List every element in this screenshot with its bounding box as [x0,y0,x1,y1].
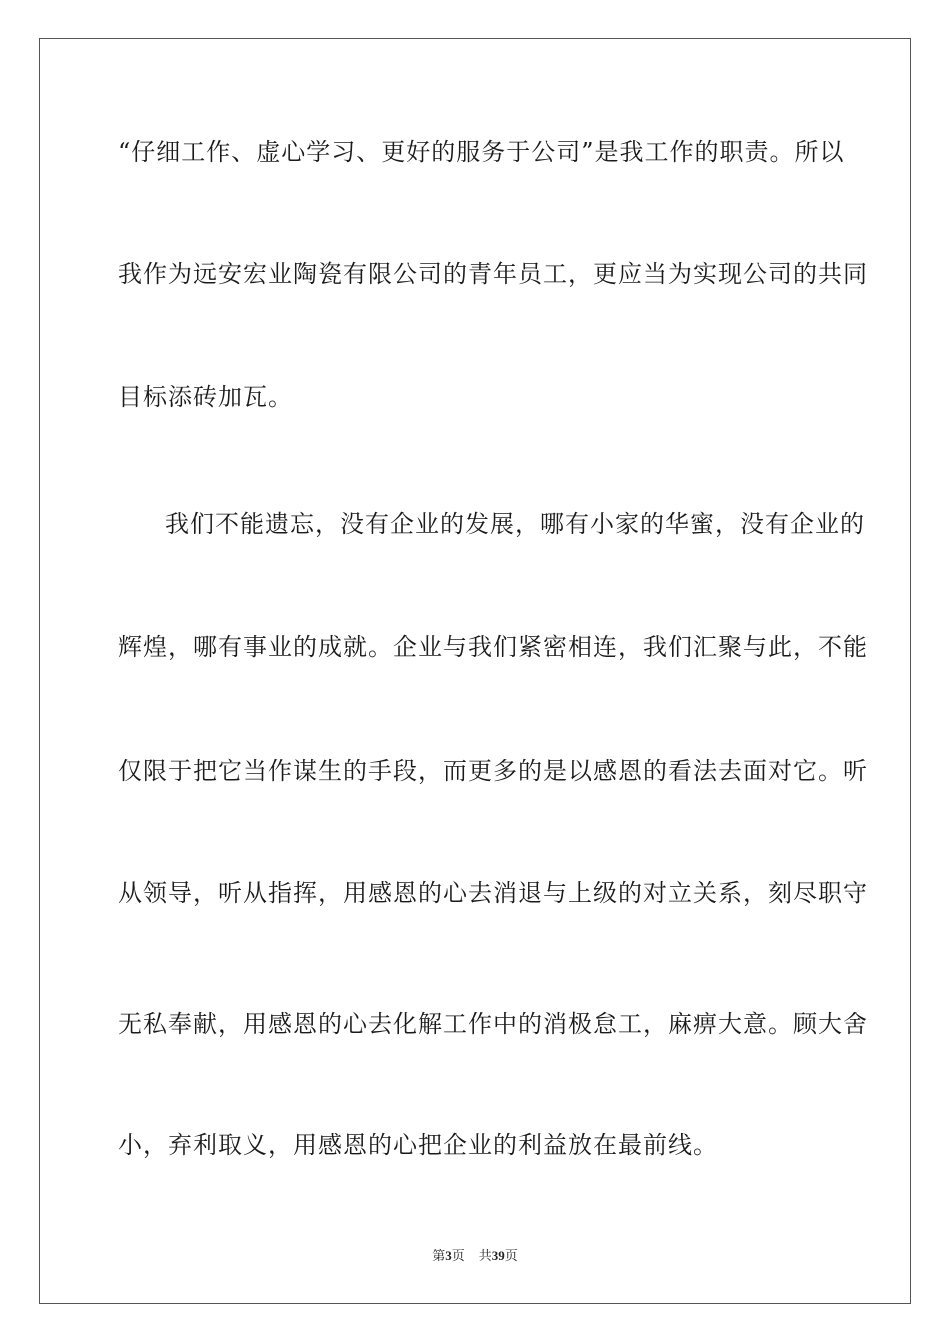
footer-page-suffix: 页 [451,1249,465,1264]
footer-total-prefix: 共 [478,1249,492,1264]
paragraph-line: 小，弃利取义，用感恩的心把企业的利益放在最前线。 [118,1131,718,1159]
page-footer [0,1247,950,1266]
footer-total-suffix: 页 [504,1249,518,1264]
footer-page-number: 3 [445,1248,452,1263]
footer-page-prefix: 第 [432,1249,446,1264]
paragraph-line: 仅限于把它当作谋生的手段，而更多的是以感恩的看法去面对它。听 [118,757,868,785]
page-border [39,38,911,1304]
paragraph-line: “仔细工作、虚心学习、更好的服务于公司”是我工作的职责。所以 [118,138,845,166]
paragraph-line: 我们不能遗忘，没有企业的发展，哪有小家的华蜜，没有企业的 [165,510,865,538]
paragraph-line: 无私奉献，用感恩的心去化解工作中的消极怠工，麻痹大意。顾大舍 [118,1010,868,1038]
paragraph-line: 我作为远安宏业陶瓷有限公司的青年员工，更应当为实现公司的共同 [118,260,868,288]
paragraph-line: 从领导，听从指挥，用感恩的心去消退与上级的对立关系，刻尽职守 [118,879,868,907]
paragraph-line: 目标添砖加瓦。 [118,383,293,411]
footer-total-pages: 39 [491,1248,505,1263]
paragraph-line: 辉煌，哪有事业的成就。企业与我们紧密相连，我们汇聚与此，不能 [118,633,868,661]
